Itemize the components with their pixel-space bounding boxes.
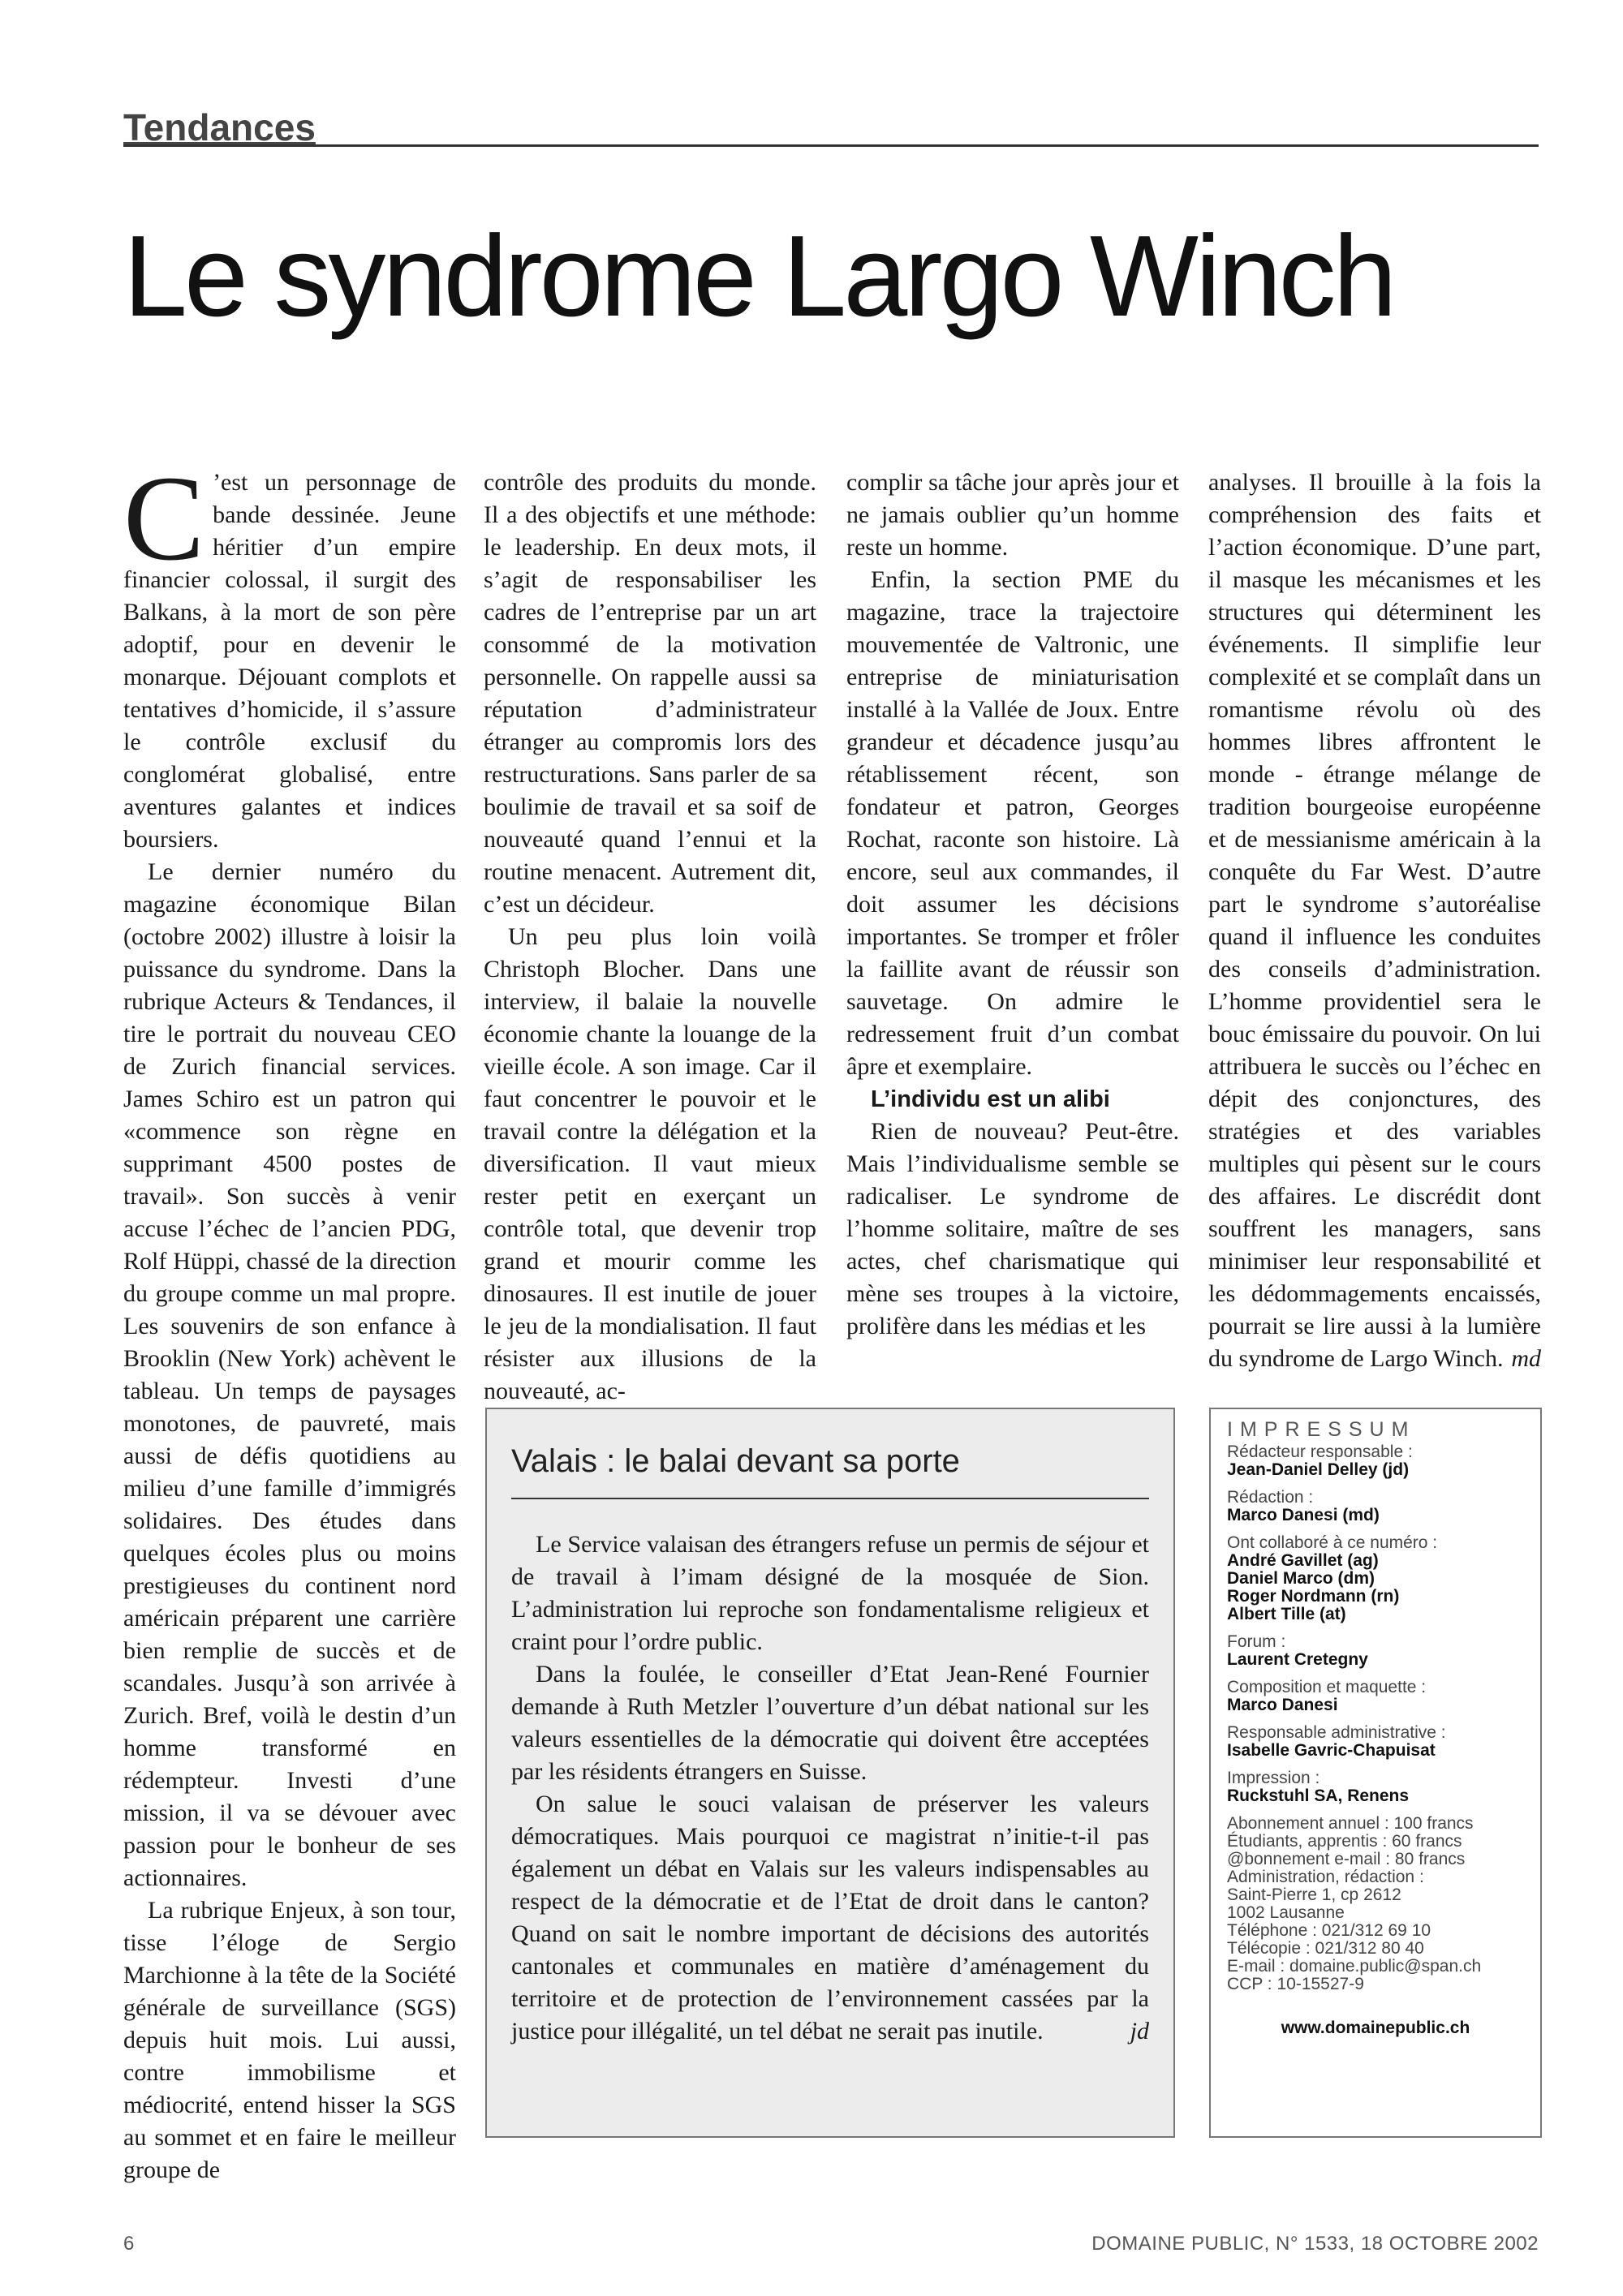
box-body bbox=[511, 1529, 1149, 2048]
article-column-1 bbox=[123, 451, 456, 2186]
article-signature: md bbox=[1511, 1345, 1541, 1372]
impressum-value: Marco Danesi bbox=[1227, 1696, 1338, 1714]
impressum-collaborator: Roger Nordmann (rn) bbox=[1227, 1587, 1400, 1606]
article-column-2 bbox=[484, 467, 816, 1404]
box-paragraph bbox=[511, 1788, 1149, 2048]
impressum-collaborator: Albert Tille (at) bbox=[1227, 1605, 1346, 1623]
article-column-4 bbox=[1208, 467, 1541, 1387]
impressum-collaborator: André Gavillet (ag) bbox=[1227, 1551, 1379, 1570]
impressum-redacteur bbox=[1227, 1443, 1524, 1479]
impressum-info-line: Télécopie : 021/312 80 40 bbox=[1227, 1939, 1424, 1958]
impressum-value: Laurent Cretegny bbox=[1227, 1650, 1368, 1669]
article-column-3 bbox=[846, 467, 1179, 1387]
impressum-info-line: CCP : 10-15527-9 bbox=[1227, 1975, 1364, 1993]
website-link[interactable]: www.domainepublic.ch bbox=[1281, 2019, 1470, 2037]
impressum-box bbox=[1209, 1408, 1542, 2138]
sidebar-box-valais bbox=[485, 1408, 1175, 2138]
section-rubric bbox=[123, 102, 1539, 147]
page-number: 6 bbox=[123, 2233, 135, 2255]
article-paragraph bbox=[123, 451, 456, 856]
impressum-info-line: E-mail : domaine.public@span.ch bbox=[1227, 1957, 1482, 1976]
impressum-composition bbox=[1227, 1679, 1524, 1714]
box-paragraph: Le Service valaisan des étrangers refuse un permis de séjour et de travail à l’imam désigné de la mosquée de Sion. L’administration lui reproche son fondamentalisme religieux et craint pour l’ordre public. bbox=[511, 1531, 1149, 1655]
impressum-heading: IMPRESSUM bbox=[1227, 1418, 1416, 1441]
article-paragraph bbox=[1208, 467, 1541, 1375]
impressum-info-line: 1002 Lausanne bbox=[1227, 1903, 1345, 1922]
impressum-label: Rédaction : bbox=[1227, 1488, 1314, 1507]
impressum-info bbox=[1227, 1815, 1524, 1993]
impressum-collaborators bbox=[1227, 1534, 1524, 1623]
article-title: Le syndrome Largo Winch bbox=[123, 212, 1394, 341]
article-paragraph: Le dernier numéro du magazine économique Bilan (octobre 2002) illustre à loisir la puissance du syndrome. Dans la rubrique Acteurs & Tendances, il tire le portrait du nouveau CEO de Zurich financial services. James Schiro est un patron qui «commence son règne en supprimant 4500 postes de travail». Son succès à venir accuse l’échec de l’ancien PDG, Rolf Hüppi, chassé de la direction du groupe comme un mal propre. Les souvenirs de son enfance à Brooklin (New York) achèvent le tableau. Un temps de paysages monotones, de pauvreté, mais aussi de défis quotidiens au milieu d’une famille d’immigrés solidaires. Des études dans quelques écoles plus ou moins prestigieuses du continent nord américain préparent une carrière bien remplie de succès et de scandales. Jusqu’à son arrivée à Zurich. Bref, voilà le destin d’un homme transformé en rédempteur. Investi d’une mission, il va se dévouer avec passion pour le bonheur de ses actionnaires. bbox=[123, 858, 456, 1891]
impressum-value: Isabelle Gavric-Chapuisat bbox=[1227, 1741, 1436, 1760]
impressum-info-line: Téléphone : 021/312 69 10 bbox=[1227, 1921, 1431, 1940]
impressum-label: Responsable administrative : bbox=[1227, 1723, 1446, 1742]
impressum-printing bbox=[1227, 1769, 1524, 1805]
article-paragraph: complir sa tâche jour après jour et ne jamais oublier qu’un homme reste un homme. bbox=[846, 469, 1179, 561]
drop-cap: C bbox=[123, 451, 205, 586]
impressum-redaction bbox=[1227, 1489, 1524, 1524]
article-paragraph: Enfin, la section PME du magazine, trace la trajectoire mouvementée de Valtronic, une entreprise de miniaturisation installé à la Vallée de Joux. Entre grandeur et décadence jusqu’au rétablissement récent, son fondateur et patron, Georges Rochat, raconte son histoire. Là encore, seul aux commandes, il doit assumer les décisions importantes. Se tromper et frôler la faillite avant de réussir son sauvetage. On admire le redressement fruit d’un combat âpre et exemplaire. bbox=[846, 566, 1179, 1080]
impressum-info-line: Administration, rédaction : bbox=[1227, 1868, 1424, 1886]
article-paragraph: contrôle des produits du monde. Il a des objectifs et une méthode: le leadership. En deux mots, il s’agit de responsabiliser les cadres de l’entreprise par un art consommé de la motivation personnelle. On rappelle aussi sa réputation d’administrateur étranger au compromis lors des restructurations. Sans parler de sa boulimie de travail et sa soif de nouveauté quand l’ennui et la routine menacent. Autrement dit, c’est un décideur. bbox=[484, 469, 816, 918]
impressum-label: Composition et maquette : bbox=[1227, 1678, 1427, 1696]
box-paragraph: Dans la foulée, le conseiller d’Etat Jean-René Fournier demande à Ruth Metzler l’ouverture d’un débat national sur les valeurs essentielles de la démocratie qui doivent être acceptées par les résidents étrangers en Suisse. bbox=[511, 1661, 1149, 1785]
rubric-label: Tendances bbox=[123, 106, 316, 148]
box-signature: jd bbox=[1130, 2018, 1149, 2044]
impressum-value: Marco Danesi (md) bbox=[1227, 1506, 1380, 1524]
box-title: Valais : le balai devant sa porte bbox=[511, 1443, 1149, 1499]
impressum-collaborator: Daniel Marco (dm) bbox=[1227, 1569, 1375, 1588]
impressum-value: Jean-Daniel Delley (jd) bbox=[1227, 1460, 1410, 1479]
article-paragraph: La rubrique Enjeux, à son tour, tisse l’éloge de Sergio Marchionne à la tête de la Société générale de surveillance (SGS) depuis huit mois. Lui aussi, contre immobilisme et médiocrité, entend hisser la SGS au sommet et en faire le meilleur groupe de bbox=[123, 1897, 456, 2183]
impressum-forum bbox=[1227, 1633, 1524, 1669]
impressum-label: Ont collaboré à ce numéro : bbox=[1227, 1533, 1438, 1552]
article-paragraph: Rien de nouveau? Peut-être. Mais l’individualisme semble se radicaliser. Le syndrome de l’homme solitaire, maître de ses actes, chef charismatique qui mène ses troupes à la victoire, prolifère dans les médias et les bbox=[846, 1118, 1179, 1339]
impressum-label: Impression : bbox=[1227, 1769, 1320, 1787]
impressum-label: Rédacteur responsable : bbox=[1227, 1443, 1413, 1461]
impressum-info-line: Saint-Pierre 1, cp 2612 bbox=[1227, 1885, 1401, 1904]
article-subheading: L’individu est un alibi bbox=[871, 1086, 1110, 1112]
article-paragraph: Un peu plus loin voilà Christoph Blocher. Dans une interview, il balaie la nouvelle économie chante la louange de la vieille école. A son image. Car il faut concentrer le pouvoir et le travail contre la délégation et la diversification. Il vaut mieux rester petit en exerçant un contrôle total, que devenir trop grand et mourir comme les dinosaures. Il est inutile de jouer le jeu de la mondialisation. Il faut résister aux illusions de la nouveauté, ac- bbox=[484, 923, 816, 1404]
article-paragraph-text: analyses. Il brouille à la fois la compréhension des faits et l’action économique. D’une part, il masque les mécanismes et les structures qui déterminent les événements. Il simplifie leur complexité et se complaît dans un romantisme révolu où des hommes libres affrontent le monde - étrange mélange de tradition bourgeoise européenne et de messianisme américain à la conquête du Far West. D’autre part le syndrome s’autoréalise quand il influence les conduites des conseils d’administration. L’homme providentiel sera le bouc émissaire du pouvoir. On lui attribuera le succès ou l’échec en dépit des conjonctures, des stratégies et des variables multiples qui pèsent sur le cours des affaires. Le discrédit dont souffrent les managers, sans minimiser leur responsabilité et les dédommagements encaissés, pourrait se lire aussi à la lumière du syndrome de Largo Winch. bbox=[1208, 469, 1541, 1372]
impressum-info-line: Abonnement annuel : 100 francs bbox=[1227, 1814, 1474, 1833]
impressum-info-line: @bonnement e-mail : 80 francs bbox=[1227, 1850, 1466, 1868]
impressum-value: Ruckstuhl SA, Renens bbox=[1227, 1786, 1410, 1805]
box-paragraph-text: On salue le souci valaisan de préserver les valeurs démocratiques. Mais pourquoi ce magistrat n’initie-t-il pas également un débat en Valais sur les valeurs indispensables au respect de la démocratie et de l’Etat de droit dans le canton? Quand on sait le nombre important de décisions des autorités cantonales et communales en matière d’aménagement du territoire et de protection de l’environnement cassées par la justice pour illégalité, un tel débat ne serait pas inutile. bbox=[511, 1791, 1149, 2044]
impressum-info-line: Étudiants, apprentis : 60 francs bbox=[1227, 1832, 1462, 1851]
impressum-label: Forum : bbox=[1227, 1632, 1286, 1651]
issue-info: DOMAINE PUBLIC, N° 1533, 18 OCTOBRE 2002 bbox=[1091, 2233, 1539, 2255]
impressum-admin bbox=[1227, 1724, 1524, 1760]
article-paragraph-text: ’est un personnage de bande dessinée. Jeune héritier d’un empire financier colossal, il surgit des Balkans, à la mort de son père adoptif, pour en devenir le monarque. Déjouant complots et tentatives d’homicide, il s’assure le contrôle exclusif du conglomérat globalisé, entre aventures galantes et indices boursiers. bbox=[123, 469, 456, 853]
